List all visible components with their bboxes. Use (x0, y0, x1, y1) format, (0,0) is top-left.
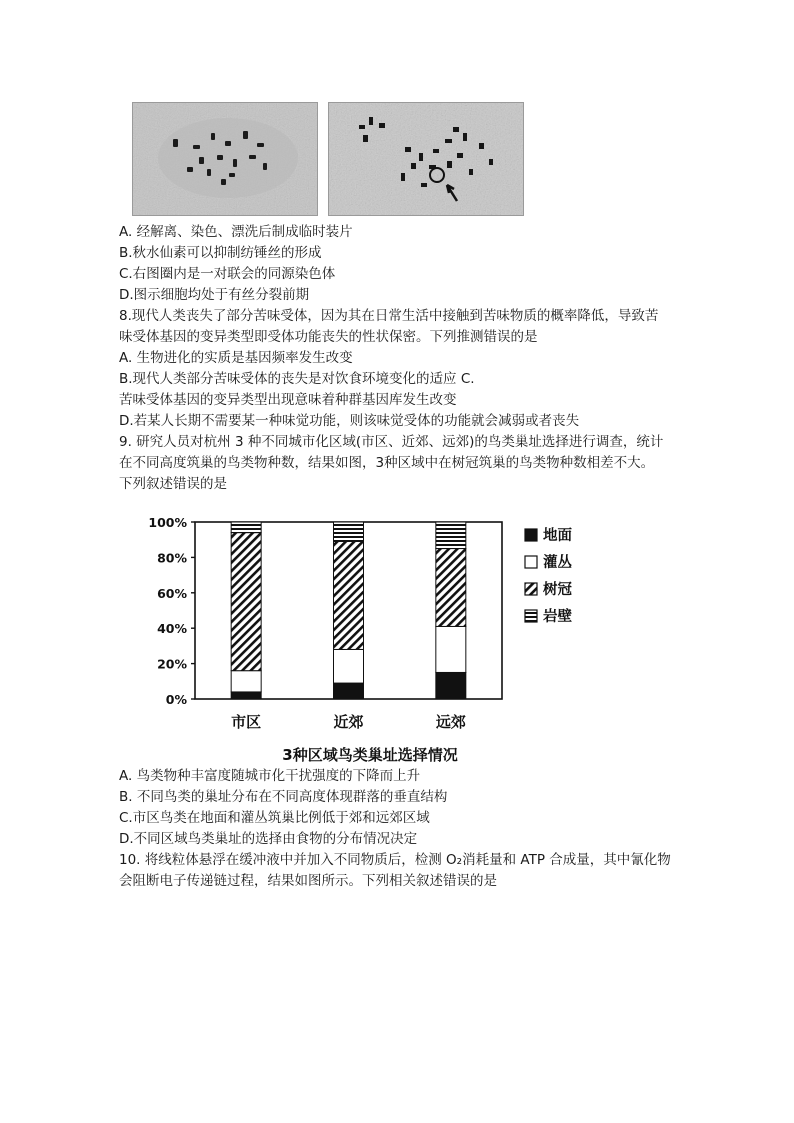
legend-swatch (525, 529, 537, 541)
bar-segment (436, 549, 466, 627)
q9-stem-line-1: 9. 研究人员对杭州 3 种不同城市化区域(市区、近郊、远郊)的鸟类巢址选择进行调查，统计 (119, 434, 664, 450)
q7-option-a: A. 经解离、染色、漂洗后制成临时装片 (119, 224, 353, 240)
bar-segment (231, 533, 261, 671)
y-tick-label: 60% (157, 585, 187, 601)
q8-option-b: B.现代人类部分苦味受体的丧失是对饮食环境变化的适应 C. (119, 371, 475, 387)
q9-stem-line-2: 在不同高度筑巢的鸟类物种数，结果如图，3种区域中在树冠筑巢的鸟类物种数相差不大。 (119, 455, 655, 471)
q8-stem-line-2: 味受体基因的变异类型即受体功能丧失的性状保密。下列推测错误的是 (119, 329, 538, 345)
bar-segment (436, 522, 466, 549)
q10-stem-line-1: 10. 将线粒体悬浮在缓冲液中并加入不同物质后，检测 O₂消耗量和 ATP 合成量，其中氰化物 (119, 852, 671, 868)
bar-segment (436, 626, 466, 672)
legend-label: 岩壁 (543, 609, 572, 625)
y-tick-label: 80% (157, 550, 187, 566)
q8-option-c: 苦味受体基因的变异类型出现意味着种群基因库发生改变 (119, 392, 457, 408)
y-tick-label: 20% (157, 656, 187, 672)
bar-segment (334, 541, 364, 649)
micrograph-right (328, 102, 524, 216)
x-category-label: 近郊 (333, 713, 364, 731)
legend-swatch (525, 583, 537, 595)
legend-swatch (525, 610, 537, 622)
q9-option-a: A. 鸟类物种丰富度随城市化干扰强度的下降而上升 (119, 768, 421, 784)
q8-stem-line-1: 8.现代人类丧失了部分苦味受体，因为其在日常生活中接触到苦味物质的概率降低，导致苦 (119, 308, 659, 324)
x-category-label: 市区 (231, 713, 262, 731)
q7-option-c: C.右图圈内是一对联会的同源染色体 (119, 266, 336, 282)
q8-option-a: A. 生物进化的实质是基因频率发生改变 (119, 350, 353, 366)
q7-option-b: B.秋水仙素可以抑制纺锤丝的形成 (119, 245, 322, 261)
q8-option-d: D.若某人长期不需要某一种味觉功能，则该味觉受体的功能就会减弱或者丧失 (119, 413, 580, 429)
q9-option-d: D.不同区域鸟类巢址的选择由食物的分布情况决定 (119, 831, 418, 847)
micrograph-left (132, 102, 318, 216)
q9-option-b: B. 不同鸟类的巢址分布在不同高度体现群落的垂直结构 (119, 789, 448, 805)
bar-segment (334, 649, 364, 683)
bar-segment (231, 692, 261, 699)
legend-label: 地面 (543, 528, 572, 544)
q9-stem-line-3: 下列叙述错误的是 (119, 476, 227, 492)
y-tick-label: 40% (157, 621, 187, 637)
bar-segment (231, 522, 261, 533)
y-tick-label: 100% (148, 515, 187, 530)
chart-title: 3种区域鸟类巢址选择情况 (282, 746, 458, 764)
bar-segment (334, 522, 364, 541)
x-category-label: 远郊 (435, 713, 466, 731)
legend-label: 树冠 (543, 582, 572, 598)
y-tick-label: 0% (165, 692, 187, 707)
q10-stem-line-2: 会阻断电子传递链过程，结果如图所示。下列相关叙述错误的是 (119, 873, 497, 889)
legend-label: 灌丛 (543, 555, 572, 571)
legend-swatch (525, 556, 537, 568)
nest-site-chart (140, 508, 610, 768)
q9-option-c: C.市区鸟类在地面和灌丛筑巢比例低于郊和远郊区域 (119, 810, 430, 826)
bar-segment (231, 671, 261, 692)
bar-segment (436, 672, 466, 699)
q7-option-d: D.图示细胞均处于有丝分裂前期 (119, 287, 310, 303)
bar-segment (334, 683, 364, 699)
